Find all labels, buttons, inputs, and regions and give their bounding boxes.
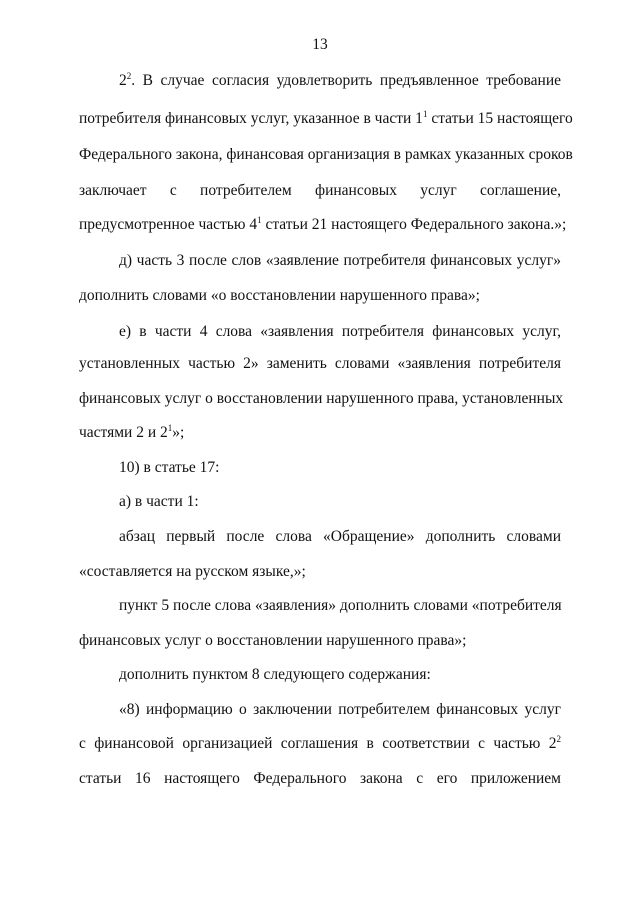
text-line: «составляется на русском языке,»; xyxy=(79,563,306,580)
text-line: $2^2$. В случае согласия удовлетворить предъявленное требование xyxy=(119,71,561,89)
text-line: предусмотренное частью $4^1$ статьи 21 настоящего Федерального закона.»; xyxy=(79,215,567,233)
text-line: частями 2 и $2^1$»; xyxy=(79,423,185,441)
text-line: потребителя финансовых услуг, указанное в части $1^1$ статьи 15 настоящего xyxy=(79,109,573,127)
text-line: финансовых услуг о восстановлении нарушенного права»; xyxy=(79,632,467,649)
text-line: е) в части 4 слова «заявления потребителя финансовых услуг, xyxy=(119,323,561,340)
text-line: пункт 5 после слова «заявления» дополнить словами «потребителя xyxy=(119,597,562,614)
text-line: дополнить пунктом 8 следующего содержания: xyxy=(119,666,431,683)
text-line: дополнить словами «о восстановлении нарушенного права»; xyxy=(79,287,480,304)
page-number: 13 xyxy=(312,36,328,53)
text-line: «8) информацию о заключении потребителем финансовых услуг xyxy=(119,701,561,718)
text-line: с финансовой организацией соглашения в соответствии с частью $2^2$ xyxy=(79,734,561,752)
text-line: статьи 16 настоящего Федерального закона с его приложением xyxy=(79,770,561,787)
text-line: 10) в статье 17: xyxy=(119,459,220,476)
text-line: финансовых услуг о восстановлении нарушенного права, установленных xyxy=(79,390,564,407)
text-line: Федерального закона, финансовая организация в рамках указанных сроков xyxy=(79,146,573,163)
text-line: установленных частью 2» заменить словами «заявления потребителя xyxy=(79,355,561,372)
text-line: а) в части 1: xyxy=(119,493,199,510)
text-line: заключает с потребителем финансовых услуг соглашение, xyxy=(79,182,561,199)
text-line: абзац первый после слова «Обращение» дополнить словами xyxy=(119,528,561,545)
text-line: д) часть 3 после слов «заявление потребителя финансовых услуг» xyxy=(119,252,561,269)
